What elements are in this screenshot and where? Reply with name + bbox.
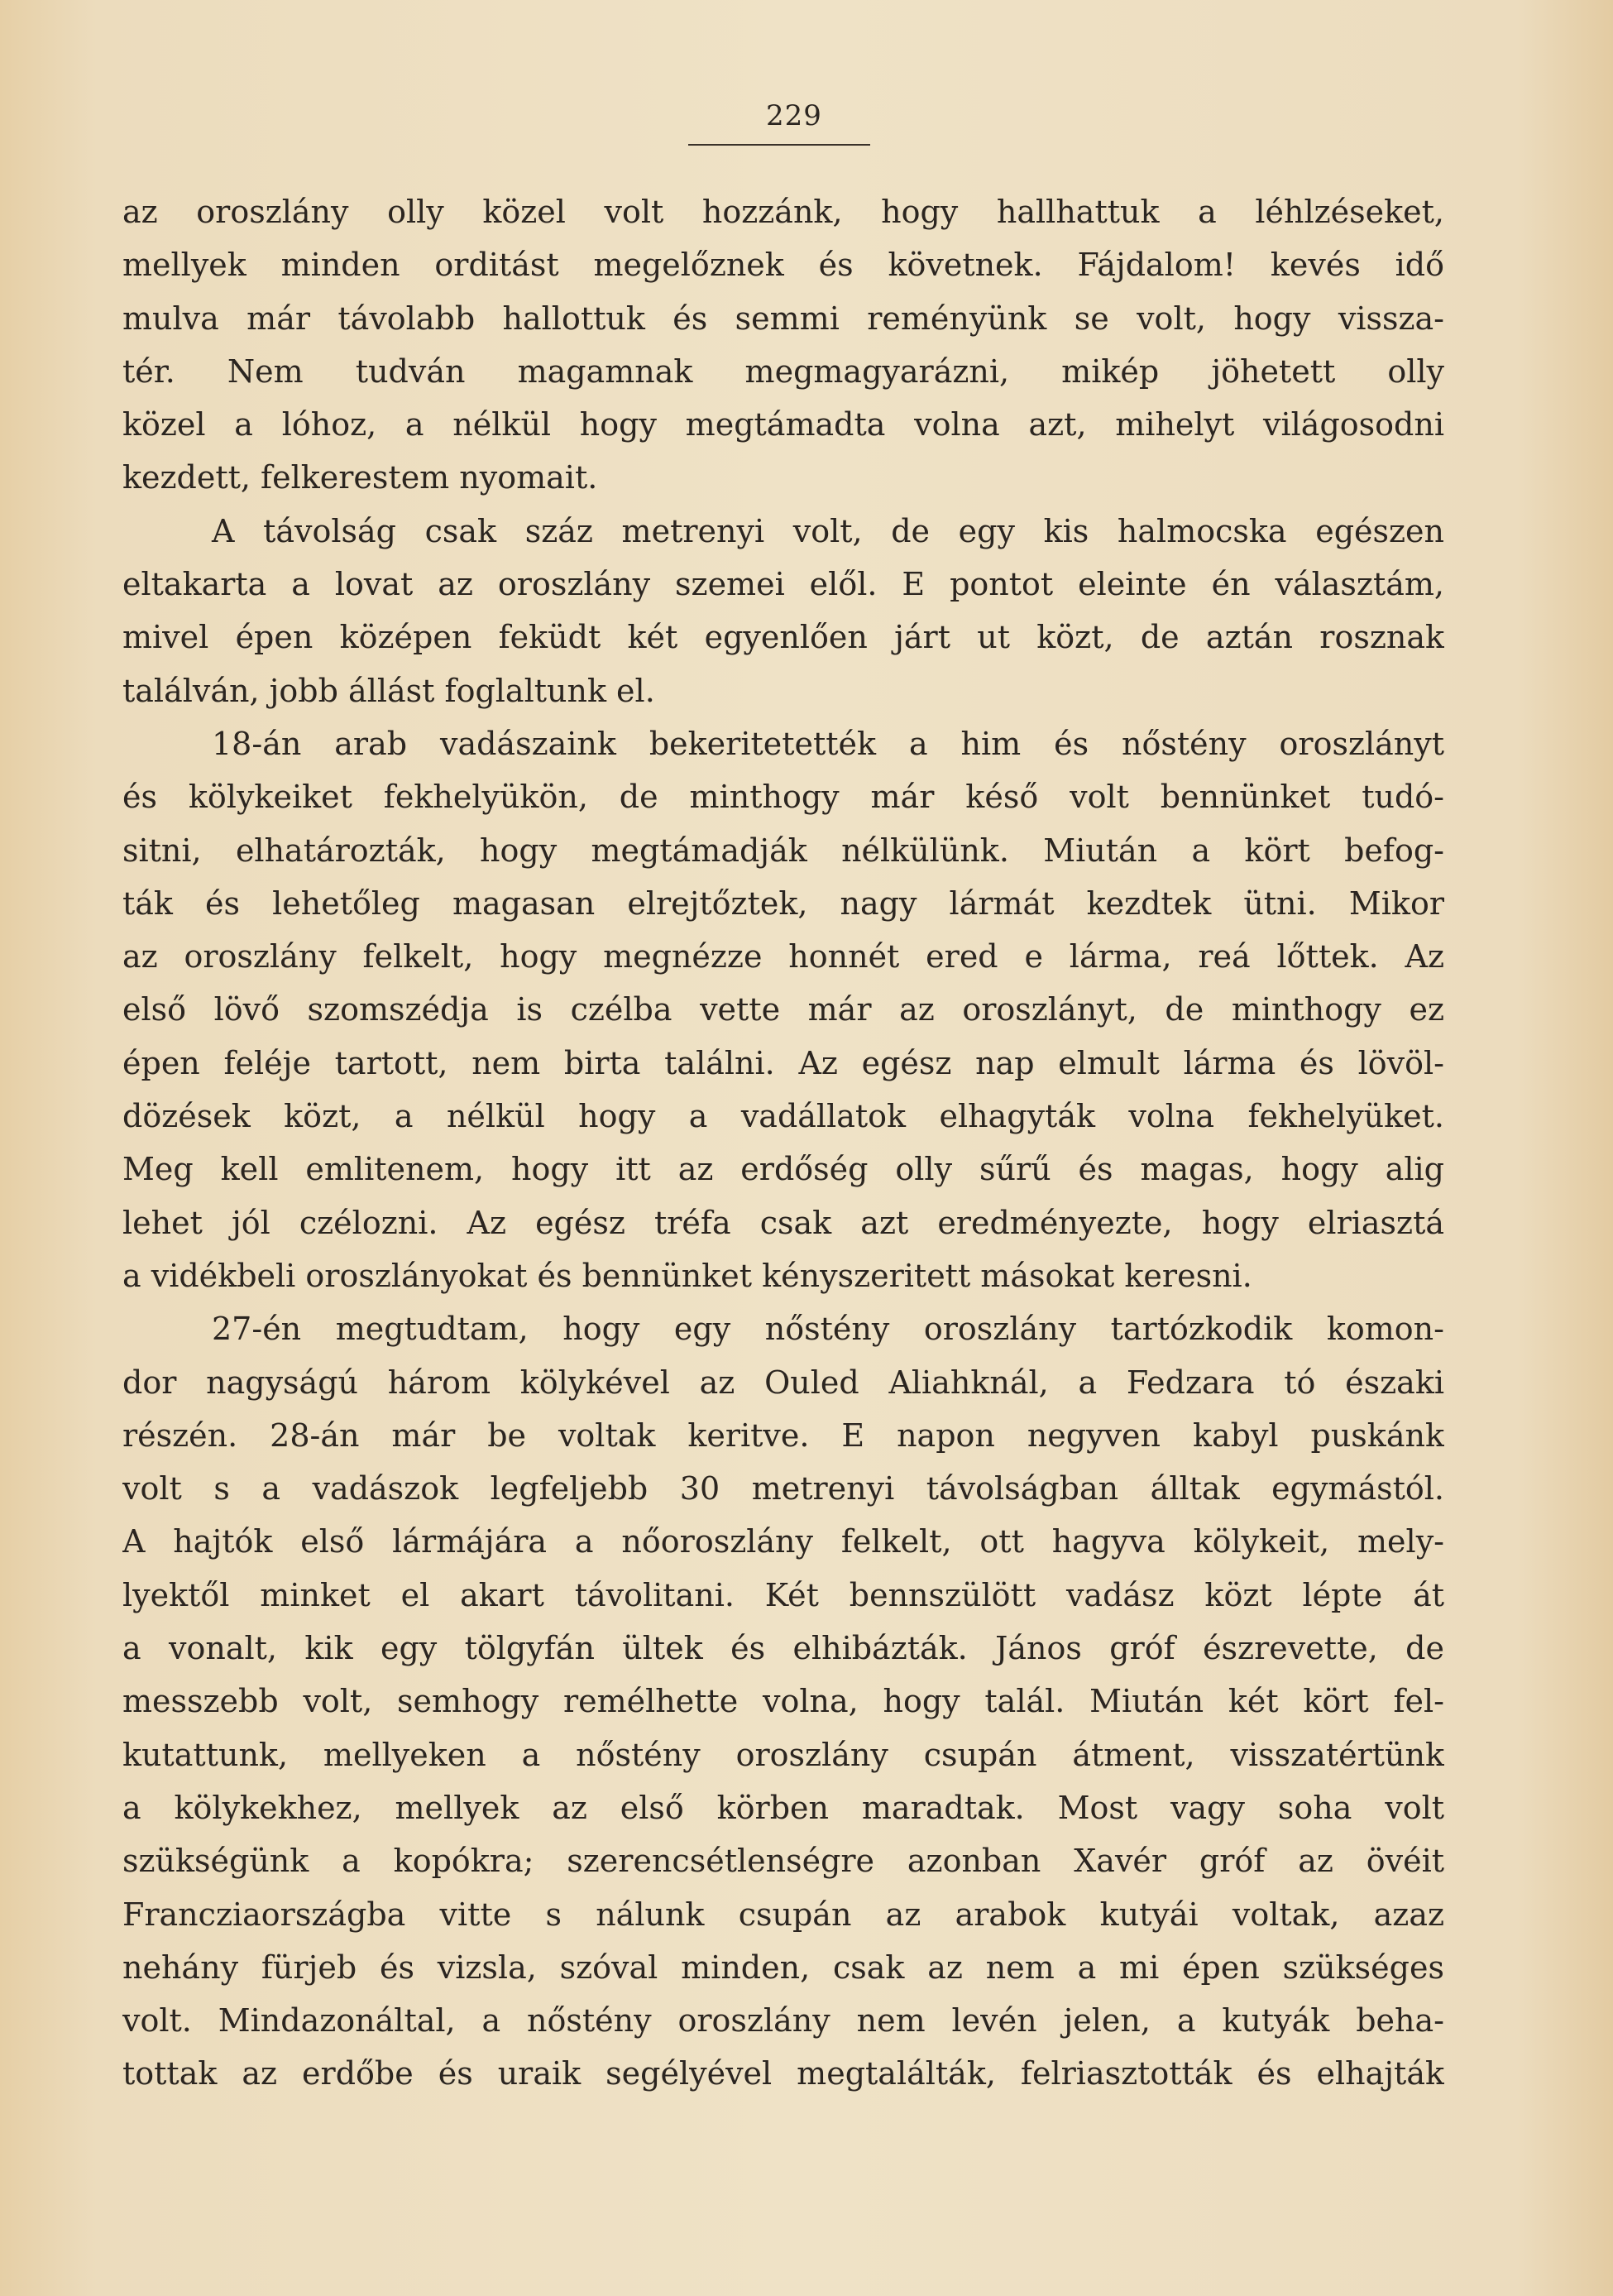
text-line: a vidékbeli oroszlányokat és bennünket kényszeritett másokat keresni. <box>122 1257 1252 1294</box>
text-line: sitni, elhatározták, hogy megtámadják nélkülünk. Miután a kört befog- <box>122 832 1444 869</box>
text-line: tottak az erdőbe és uraik segélyével megtalálták, felriasztották és elhajták <box>122 2055 1444 2092</box>
text-line: mulva már távolabb hallottuk és semmi reményünk se volt, hogy vissza- <box>122 300 1444 337</box>
text-line: az oroszlány olly közel volt hozzánk, hogy hallhattuk a léhlzéseket, <box>122 194 1444 230</box>
text-line: szükségünk a kopókra; szerencsétlenségre azonban Xavér gróf az övéit <box>122 1843 1444 1880</box>
text-line: dor nagyságú három kölykével az Ouled Aliahknál, a Fedzara tó északi <box>122 1364 1444 1401</box>
text-line: 27-én megtudtam, hogy egy nőstény oroszlány tartózkodik komon- <box>212 1311 1444 1348</box>
text-line: közel a lóhoz, a nélkül hogy megtámadta volna azt, mihelyt világosodni <box>122 406 1444 443</box>
text-line: a kölykekhez, mellyek az első körben maradtak. Most vagy soha volt <box>122 1789 1444 1826</box>
text-line: messzebb volt, semhogy remélhette volna, hogy talál. Miután két kört fel- <box>122 1683 1444 1720</box>
text-line: dözések közt, a nélkül hogy a vadállatok elhagyták volna fekhelyüket. <box>122 1098 1444 1135</box>
text-line: nehány fürjeb és vizsla, szóval minden, csak az nem a mi épen szükséges <box>122 1948 1444 1986</box>
text-line: ták és lehetőleg magasan elrejtőztek, nagy lármát kezdtek ütni. Mikor <box>122 884 1444 922</box>
text-line: találván, jobb állást foglaltunk el. <box>122 672 655 709</box>
text-line: épen feléje tartott, nem birta találni. Az egész nap elmult lárma és lövöl- <box>122 1044 1444 1081</box>
text-line: részén. 28-án már be voltak keritve. E napon negyven kabyl puskánk <box>122 1416 1444 1454</box>
text-line: Meg kell emlitenem, hogy itt az erdőség olly sűrű és magas, hogy alig <box>122 1151 1444 1188</box>
text-line: az oroszlány felkelt, hogy megnézze honnét ered e lárma, reá lőttek. Az <box>122 938 1444 975</box>
text-line: kutattunk, mellyeken a nőstény oroszlány csupán átment, visszatértünk <box>122 1736 1444 1773</box>
text-line: A hajtók első lármájára a nőoroszlány felkelt, ott hagyva kölykeit, mely- <box>122 1523 1444 1560</box>
body-text <box>122 185 1444 2101</box>
text-line: volt s a vadászok legfeljebb 30 metrenyi távolságban álltak egymástól. <box>122 1470 1444 1507</box>
text-line: eltakarta a lovat az oroszlány szemei elől. E pontot eleinte én választám, <box>122 566 1444 603</box>
text-line: mellyek minden orditást megelőznek és követnek. Fájdalom! kevés idő <box>122 247 1444 284</box>
text-line: tér. Nem tudván magamnak megmagyarázni, mikép jöhetett olly <box>122 352 1444 390</box>
text-line: volt. Mindazonáltal, a nőstény oroszlány nem levén jelen, a kutyák beha- <box>122 2002 1444 2040</box>
text-line: mivel épen középen feküdt két egyenlően járt ut közt, de aztán rosznak <box>122 619 1444 656</box>
text-line: 18-án arab vadászaink bekeritetették a him és nőstény oroszlányt <box>212 725 1444 762</box>
text-line: kezdett, felkerestem nyomait. <box>122 459 598 496</box>
header-rule <box>688 144 870 146</box>
text-line: Francziaországba vitte s nálunk csupán az arabok kutyái voltak, azaz <box>122 1896 1444 1933</box>
text-line: és kölykeiket fekhelyükön, de minthogy már késő volt bennünket tudó- <box>122 779 1444 816</box>
text-line: lyektől minket el akart távolitani. Két bennszülött vadász közt lépte át <box>122 1576 1444 1613</box>
text-line: a vonalt, kik egy tölgyfán ültek és elhibázták. János gróf észrevette, de <box>122 1630 1444 1667</box>
text-line: A távolság csak száz metrenyi volt, de egy kis halmocska egészen <box>212 512 1444 549</box>
page-number: 229 <box>766 99 822 132</box>
text-line: első lövő szomszédja is czélba vette már az oroszlányt, de minthogy ez <box>122 991 1444 1028</box>
text-line: lehet jól czélozni. Az egész tréfa csak azt eredményezte, hogy elriasztá <box>122 1204 1444 1241</box>
